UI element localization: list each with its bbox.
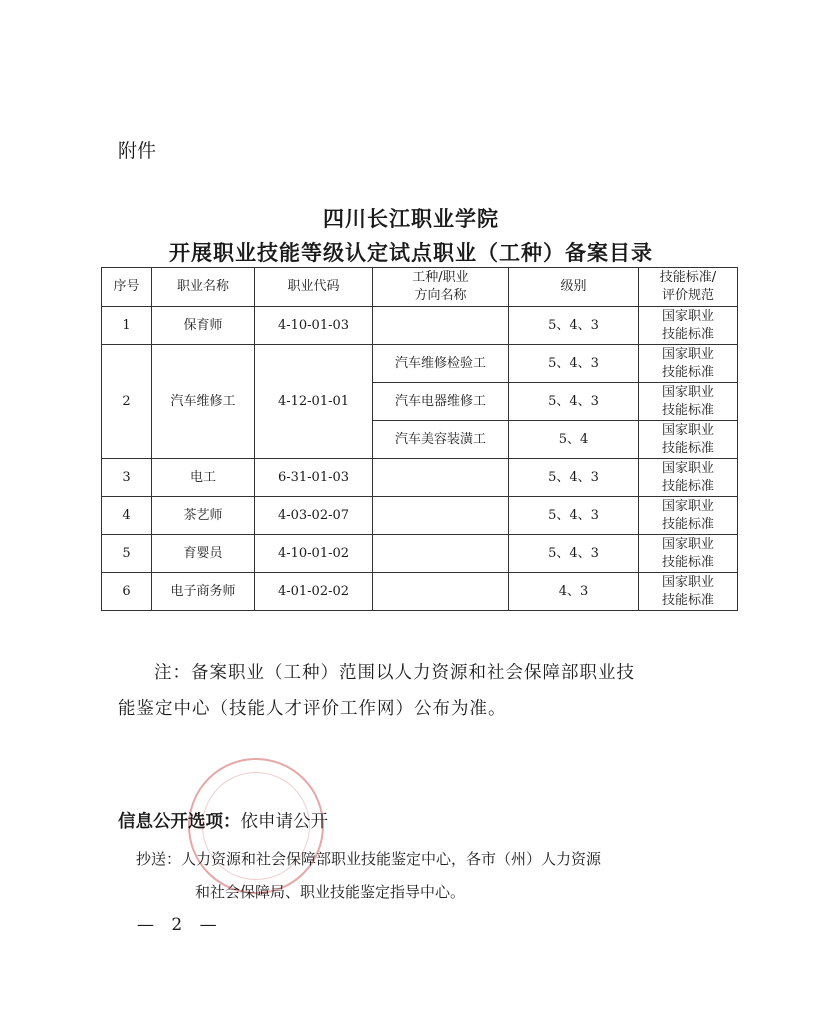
cell-level: 5、4、3 [509, 307, 639, 345]
cc-line2: 和社会保障局、职业技能鉴定指导中心。 [195, 883, 466, 901]
cell-standard [639, 459, 738, 497]
cell-name: 育婴员 [152, 535, 255, 573]
cell-direction: 汽车美容装潢工 [373, 421, 509, 459]
cell-no: 4 [102, 497, 152, 535]
standard-line1: 国家职业 [661, 574, 714, 590]
table-row [102, 307, 738, 345]
cell-standard [639, 497, 738, 535]
cell-name: 汽车维修工 [152, 345, 255, 459]
standard-line1: 国家职业 [661, 308, 714, 324]
cell-direction: 汽车电器维修工 [373, 383, 509, 421]
standard-line1: 国家职业 [661, 346, 714, 362]
cell-code: 6-31-01-03 [255, 459, 373, 497]
disclosure-option [118, 808, 328, 833]
table-body [102, 307, 738, 611]
cell-code: 4-03-02-07 [255, 497, 373, 535]
cell-code: 4-10-01-02 [255, 535, 373, 573]
cell-code: 4-12-01-01 [255, 345, 373, 459]
header-direction [373, 268, 509, 307]
cell-direction: 汽车维修检验工 [373, 345, 509, 383]
standard-line2: 技能标准 [661, 478, 714, 494]
standard-line2: 技能标准 [661, 516, 714, 532]
cell-no: 2 [102, 345, 152, 459]
header-name: 职业名称 [152, 268, 255, 307]
standard-line2: 技能标准 [661, 326, 714, 342]
occupation-catalog-table [101, 267, 738, 611]
note-paragraph [118, 655, 738, 727]
disclosure-value: 依申请公开 [240, 812, 328, 832]
standard-line1: 国家职业 [661, 422, 714, 438]
standard-line1: 国家职业 [661, 384, 714, 400]
table-row [102, 459, 738, 497]
cell-direction [373, 573, 509, 611]
document-title: 四川长江职业学院 [323, 207, 499, 231]
table-row [102, 345, 738, 383]
header-code: 职业代码 [255, 268, 373, 307]
header-no: 序号 [102, 268, 152, 307]
cell-level: 5、4、3 [509, 383, 639, 421]
standard-line2: 技能标准 [661, 554, 714, 570]
disclosure-label: 信息公开选项： [118, 812, 241, 832]
header-standard [639, 268, 738, 307]
note-line2: 能鉴定中心（技能人才评价工作网）公布为准。 [118, 699, 507, 719]
table-row [102, 497, 738, 535]
cell-no: 6 [102, 573, 152, 611]
cell-standard [639, 383, 738, 421]
cell-direction [373, 307, 509, 345]
header-direction-line2: 方向名称 [414, 288, 467, 303]
cell-direction [373, 535, 509, 573]
table-row [102, 573, 738, 611]
header-standard-line1: 技能标准/ [659, 270, 717, 285]
cell-standard [639, 421, 738, 459]
cell-level: 5、4、3 [509, 345, 639, 383]
standard-line2: 技能标准 [661, 440, 714, 456]
cell-name: 电子商务师 [152, 573, 255, 611]
attachment-label: 附件 [118, 140, 157, 162]
table-row [102, 535, 738, 573]
standard-line2: 技能标准 [661, 364, 714, 380]
cell-level: 5、4 [509, 421, 639, 459]
standard-line2: 技能标准 [661, 402, 714, 418]
page-number: — 2 — [137, 915, 223, 935]
standard-line2: 技能标准 [661, 592, 714, 608]
cell-name: 电工 [152, 459, 255, 497]
cell-level: 4、3 [509, 573, 639, 611]
standard-line1: 国家职业 [661, 536, 714, 552]
cell-code: 4-01-02-02 [255, 573, 373, 611]
table-header-row [102, 268, 738, 307]
cell-name: 保育师 [152, 307, 255, 345]
cell-level: 5、4、3 [509, 535, 639, 573]
header-standard-line2: 评价规范 [661, 288, 714, 303]
standard-line1: 国家职业 [661, 460, 714, 476]
cell-standard [639, 345, 738, 383]
document-subtitle: 开展职业技能等级认定试点职业（工种）备案目录 [169, 241, 653, 265]
header-direction-line1: 工种/职业 [412, 270, 469, 285]
cell-standard [639, 307, 738, 345]
header-level: 级别 [509, 268, 639, 307]
cell-no: 1 [102, 307, 152, 345]
cell-code: 4-10-01-03 [255, 307, 373, 345]
cell-direction [373, 459, 509, 497]
cc-line1: 抄送：人力资源和社会保障部职业技能鉴定中心，各市（州）人力资源 [136, 850, 602, 868]
cell-no: 3 [102, 459, 152, 497]
cell-no: 5 [102, 535, 152, 573]
cc-section [136, 843, 736, 909]
cell-direction [373, 497, 509, 535]
cell-level: 5、4、3 [509, 459, 639, 497]
note-line1: 注：备案职业（工种）范围以人力资源和社会保障部职业技 [154, 663, 635, 683]
cell-standard [639, 535, 738, 573]
cell-standard [639, 573, 738, 611]
standard-line1: 国家职业 [661, 498, 714, 514]
cell-name: 茶艺师 [152, 497, 255, 535]
cell-level: 5、4、3 [509, 497, 639, 535]
